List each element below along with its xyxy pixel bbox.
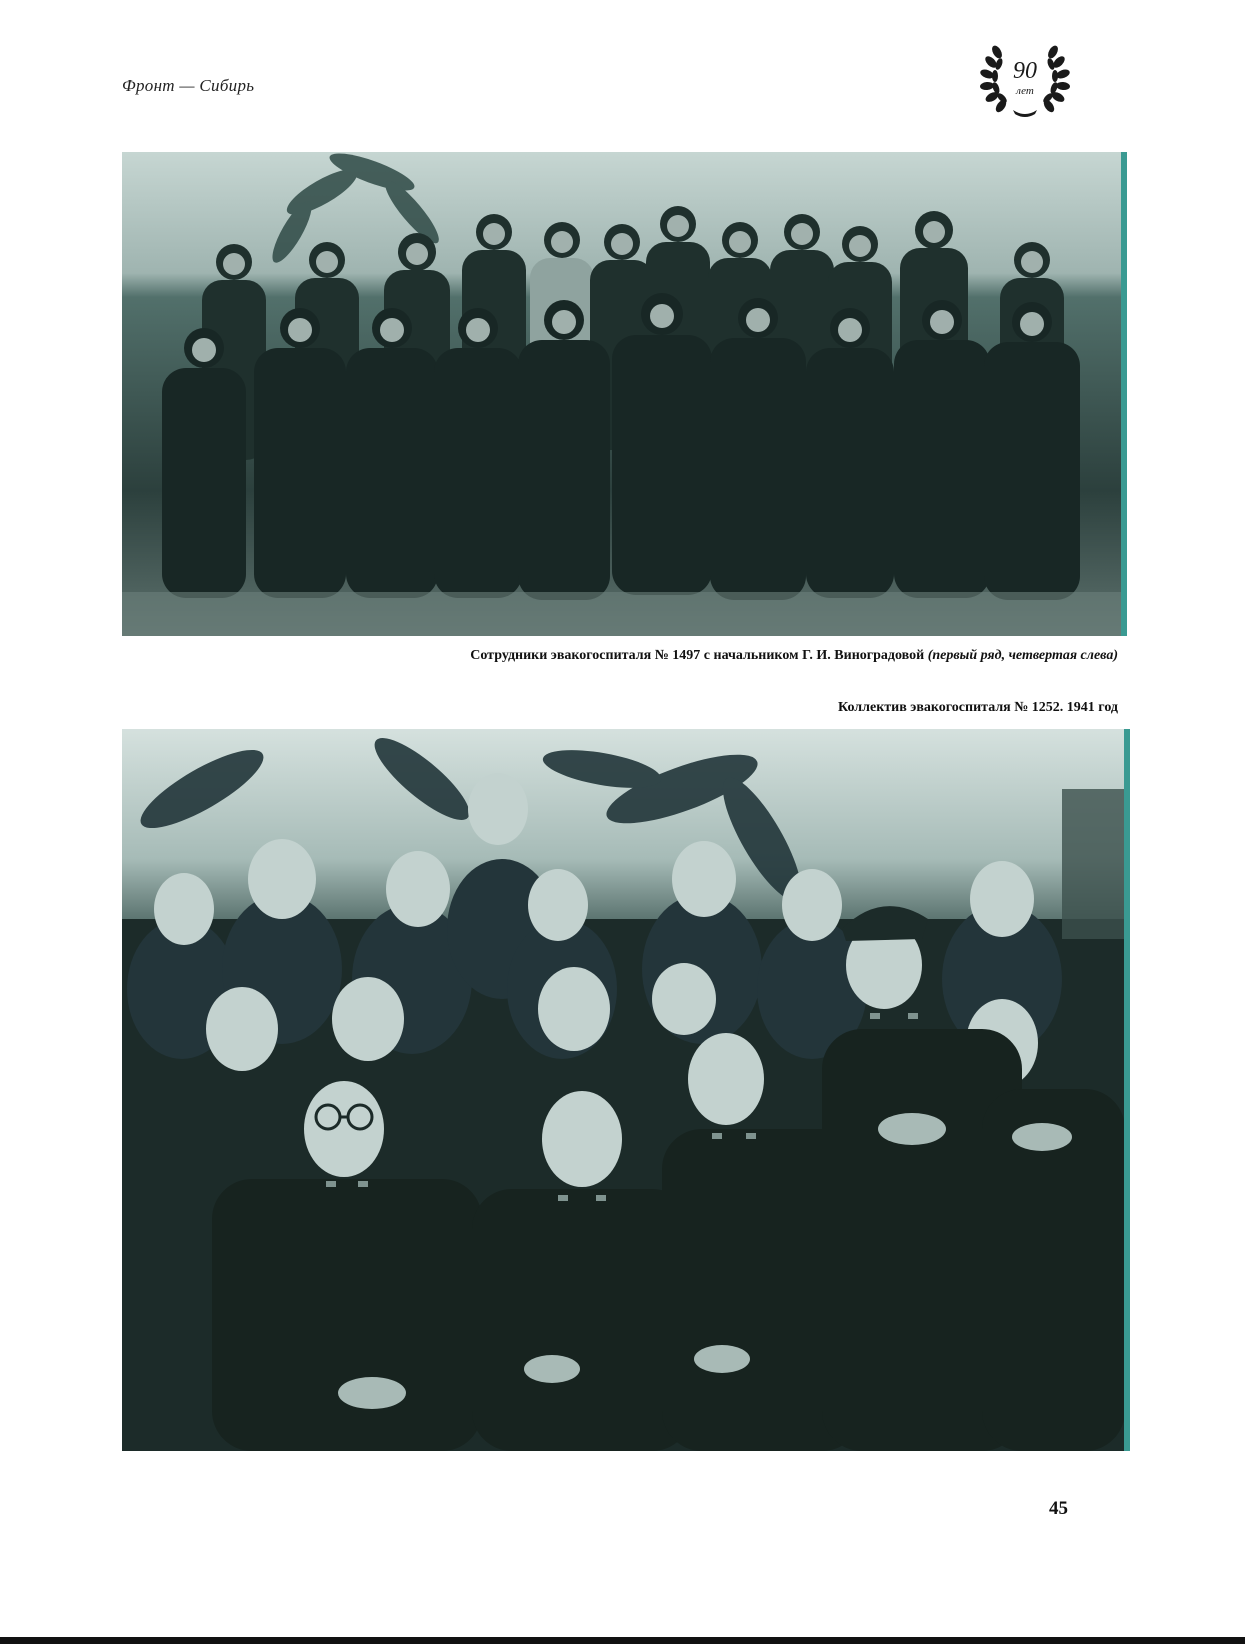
emblem-number: 90 (1013, 58, 1037, 84)
caption-1-note: (первый ряд, четвертая слева) (927, 648, 1118, 663)
accent-bar-top (1121, 152, 1127, 636)
staff-group-photo-1497 (122, 152, 1122, 636)
laurel-wreath-icon (975, 38, 1075, 120)
photo-caption-1 (470, 648, 1118, 664)
bottom-rule (0, 1637, 1245, 1644)
running-title: Фронт — Сибирь (122, 76, 255, 95)
photo-caption-2: Коллектив эвакогоспиталя № 1252. 1941 год (838, 700, 1118, 715)
collective-photo-1252 (122, 729, 1125, 1451)
accent-bar-bottom (1124, 729, 1130, 1451)
page-number: 45 (1049, 1498, 1068, 1519)
emblem-word: лет (1016, 85, 1034, 97)
caption-1-main: Сотрудники эвакогоспиталя № 1497 с начальником Г. И. Виноградовой (470, 648, 925, 663)
